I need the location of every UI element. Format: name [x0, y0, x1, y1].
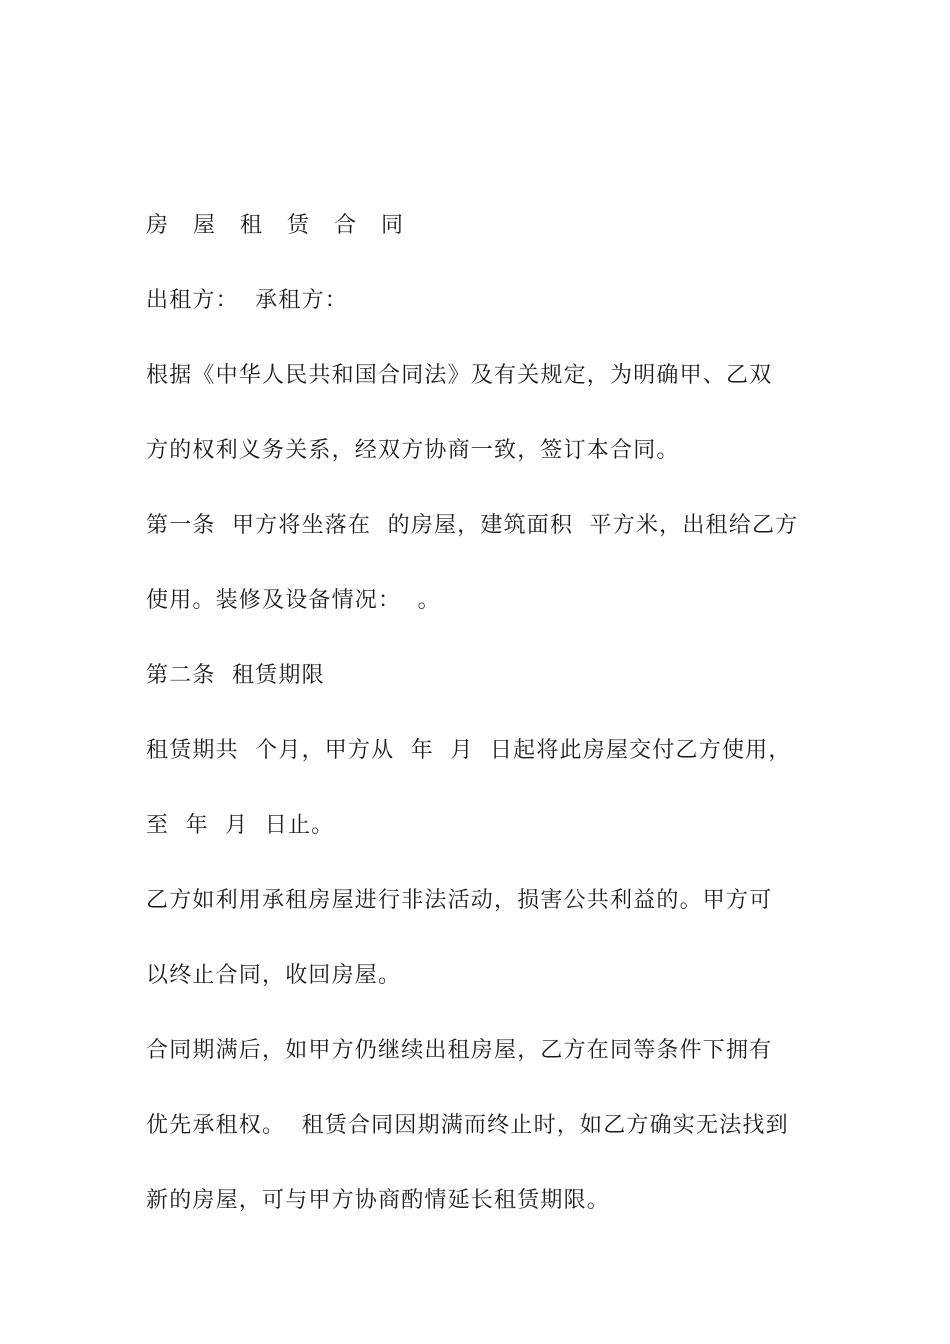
text-line: 新的房屋，可与甲方协商酌情延长租赁期限。 — [146, 1188, 611, 1213]
parties-line: 出租方： 承租方： — [146, 288, 348, 313]
text-line: 至 年 月 日止。 — [146, 813, 335, 838]
text-line: 以终止合同，收回房屋。 — [146, 963, 402, 988]
text-line: 方的权利义务关系，经双方协商一致，签订本合同。 — [146, 438, 680, 463]
text-line: 合同期满后，如甲方仍继续出租房屋，乙方在同等条件下拥有 — [146, 1038, 773, 1063]
text-line: 根据《中华人民共和国合同法》及有关规定，为明确甲、乙双 — [146, 363, 773, 388]
text-line: 租赁期共 个月，甲方从 年 月 日起将此房屋交付乙方使用， — [146, 738, 792, 763]
text-line: 第一条 甲方将坐落在 的房屋，建筑面积 平方米，出租给乙方 — [146, 513, 799, 538]
document-title: 房 屋 租 赁 合 同 — [146, 213, 412, 238]
text-line: 乙方如利用承租房屋进行非法活动，损害公共利益的。甲方可 — [146, 888, 773, 913]
text-line: 优先承租权。 租赁合同因期满而终止时，如乙方确实无法找到 — [146, 1113, 789, 1138]
section-heading: 第二条 租赁期限 — [146, 663, 325, 688]
text-line: 使用。装修及设备情况： 。 — [146, 588, 441, 613]
